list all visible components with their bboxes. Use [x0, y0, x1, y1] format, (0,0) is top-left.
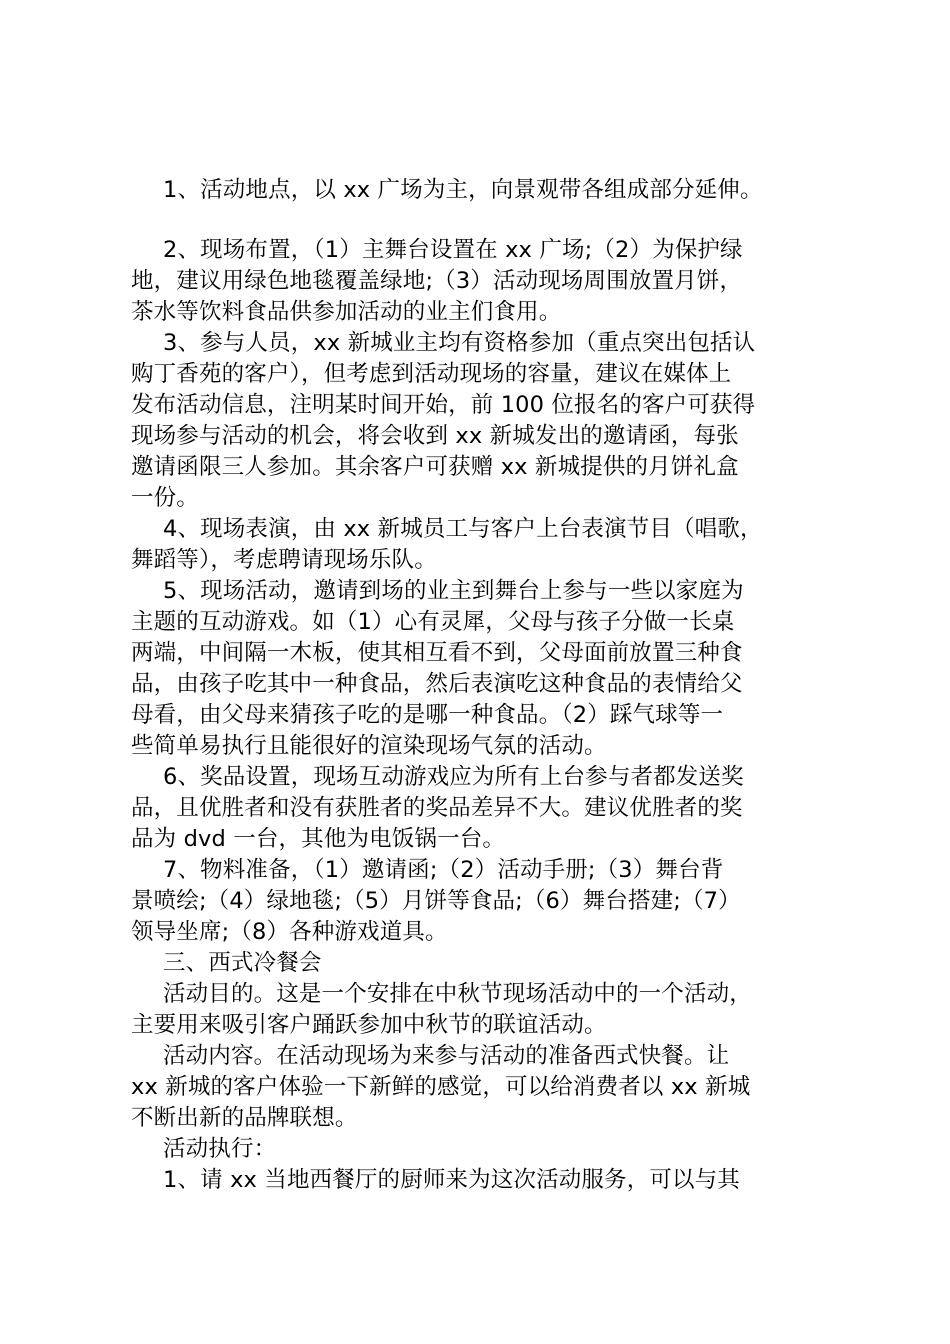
purpose-line-1: 活动目的。这是一个安排在中秋节现场活动中的一个活动，: [163, 981, 752, 1007]
paragraph-6-line-1: 6、奖品设置，现场互动游戏应为所有上台参与者都发送奖: [163, 764, 744, 790]
paragraph-4-line-1: 4、现场表演，由 xx 新城员工与客户上台表演节目（唱歌，: [163, 516, 763, 542]
section-heading: 三、西式冷餐会: [163, 950, 322, 976]
paragraph-5-line-6: 些简单易执行且能很好的渲染现场气氛的活动。: [131, 733, 607, 759]
content-line-1: 活动内容。在活动现场为来参与活动的准备西式快餐。让: [163, 1043, 730, 1069]
paragraph-7-line-1: 7、物料准备，（1）邀请函;（2）活动手册;（3）舞台背: [163, 857, 724, 883]
paragraph-5-line-1: 5、现场活动，邀请到场的业主到舞台上参与一些以家庭为: [163, 578, 744, 604]
content-line-2: xx 新城的客户体验一下新鲜的感觉，可以给消费者以 xx 新城: [131, 1074, 751, 1100]
content-line-3: 不断出新的品牌联想。: [131, 1105, 358, 1131]
paragraph-2-line-1: 2、现场布置，（1）主舞台设置在 xx 广场;（2）为保护绿: [163, 237, 743, 263]
execution-item-1-line-1: 1、请 xx 当地西餐厅的厨师来为这次活动服务，可以与其: [163, 1167, 740, 1193]
paragraph-3-line-2: 购丁香苑的客户），但考虑到活动现场的容量，建议在媒体上: [131, 361, 732, 387]
paragraph-5-line-2: 主题的互动游戏。如（1）心有灵犀，父母与孩子分做一长桌: [131, 609, 735, 635]
paragraph-2-line-3: 茶水等饮料食品供参加活动的业主们食用。: [131, 299, 562, 325]
paragraph-2-line-2: 地，建议用绿色地毯覆盖绿地;（3）活动现场周围放置月饼，: [131, 268, 743, 294]
paragraph-3-line-1: 3、参与人员，xx 新城业主均有资格参加（重点突出包括认: [163, 330, 756, 356]
paragraph-1-line-1: 1、活动地点，以 xx 广场为主，向景观带各组成部分延伸。: [163, 177, 763, 203]
paragraph-6-line-3: 品为 dvd 一台，其他为电饭锅一台。: [131, 826, 506, 852]
paragraph-3-line-3: 发布活动信息，注明某时间开始，前 100 位报名的客户可获得: [131, 392, 756, 418]
paragraph-5-line-3: 两端，中间隔一木板，使其相互看不到，父母面前放置三种食: [131, 640, 743, 666]
paragraph-6-line-2: 品，且优胜者和没有获胜者的奖品差异不大。建议优胜者的奖: [131, 795, 743, 821]
paragraph-3-line-6: 一份。: [131, 485, 199, 511]
paragraph-3-line-5: 邀请函限三人参加。其余客户可获赠 xx 新城提供的月饼礼盒: [131, 454, 739, 480]
execution-heading: 活动执行：: [163, 1136, 277, 1162]
paragraph-7-line-3: 领导坐席;（8）各种游戏道具。: [131, 919, 448, 945]
paragraph-3-line-4: 现场参与活动的机会，将会收到 xx 新城发出的邀请函，每张: [131, 423, 739, 449]
paragraph-4-line-2: 舞蹈等），考虑聘请现场乐队。: [131, 547, 437, 573]
paragraph-7-line-2: 景喷绘;（4）绿地毯;（5）月饼等食品;（6）舞台搭建;（7）: [131, 888, 741, 914]
paragraph-5-line-4: 品，由孩子吃其中一种食品，然后表演吃这种食品的表情给父: [131, 671, 743, 697]
paragraph-5-line-5: 母看，由父母来猜孩子吃的是哪一种食品。（2）踩气球等一: [131, 702, 724, 728]
purpose-line-2: 主要用来吸引客户踊跃参加中秋节的联谊活动。: [131, 1012, 607, 1038]
